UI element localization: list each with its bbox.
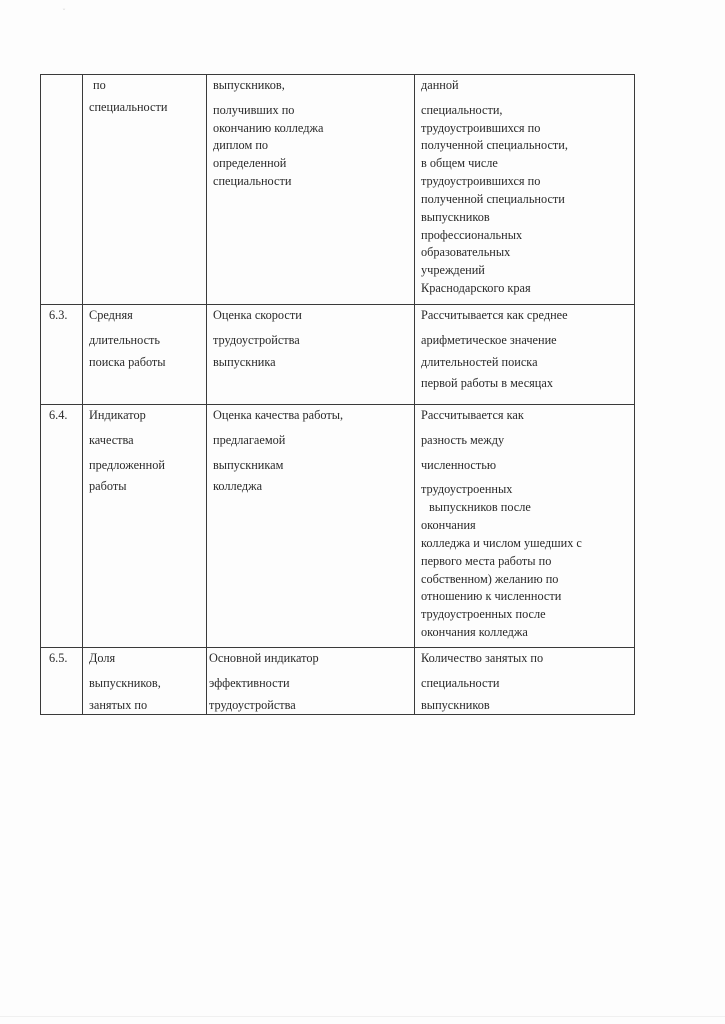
method-line: профессиональных — [421, 227, 523, 242]
method-line: окончания — [421, 518, 476, 533]
purpose-line: получивших по — [213, 102, 295, 117]
method-line: арифметическое значение — [421, 332, 557, 347]
indicator-name-cell — [83, 75, 207, 305]
indicator-method-cell — [415, 648, 635, 715]
method-line: трудоустроившихся по — [421, 174, 541, 189]
purpose-line: Основной индикатор — [209, 651, 319, 665]
table-row — [41, 648, 635, 715]
purpose-line: Оценка скорости — [213, 308, 302, 322]
method-line: собственном) желанию по — [421, 571, 559, 586]
name-line: занятых по — [89, 697, 148, 712]
method-line: трудоустроенных — [421, 482, 513, 497]
purpose-line: окончанию колледжа — [213, 120, 324, 135]
table-row — [41, 75, 635, 305]
purpose-line: диплом по — [213, 138, 269, 153]
indicator-name-cell — [83, 405, 207, 648]
row-number-cell: 6.5. — [41, 648, 83, 715]
indicator-method-cell — [415, 305, 635, 405]
method-line: специальности, — [421, 102, 503, 117]
method-line: учреждений — [421, 263, 485, 278]
scan-mark: ˇ — [62, 8, 66, 17]
row-number-cell: 6.3. — [41, 305, 83, 405]
method-line: длительностей поиска — [421, 354, 538, 369]
indicator-purpose-cell — [207, 405, 415, 648]
table-row — [41, 405, 635, 648]
purpose-line: выпускника — [213, 354, 276, 369]
indicator-purpose-cell — [207, 648, 415, 715]
table-row — [41, 305, 635, 405]
method-line: выпускников после — [429, 500, 531, 515]
method-line: Рассчитывается как среднее — [421, 308, 568, 322]
method-line: трудоустроенных после — [421, 607, 546, 622]
name-line: Доля — [89, 651, 116, 665]
name-line: качества — [89, 432, 134, 447]
method-line: Рассчитывается как — [421, 408, 524, 422]
name-line: Средняя — [89, 308, 133, 322]
method-line: в общем числе — [421, 156, 498, 171]
purpose-line: трудоустройства — [213, 332, 300, 347]
indicator-name-cell — [83, 305, 207, 405]
purpose-line: определенной — [213, 156, 287, 171]
row-number-cell: 6.4. — [41, 405, 83, 648]
method-line: выпускников — [421, 697, 490, 712]
method-line: первого места работы по — [421, 553, 552, 568]
method-line: трудоустроившихся по — [421, 120, 541, 135]
purpose-line: выпускникам — [213, 457, 284, 472]
indicator-purpose-cell — [207, 305, 415, 405]
indicator-name-cell — [83, 648, 207, 715]
row-number-cell — [41, 75, 83, 305]
name-line: Индикатор — [89, 408, 146, 422]
name-line: предложенной — [89, 457, 165, 472]
method-line: отношению к численности — [421, 589, 562, 604]
purpose-line: эффективности — [209, 675, 290, 690]
purpose-line: выпускников, — [213, 78, 285, 92]
name-line: работы — [89, 479, 127, 494]
method-line: Краснодарского края — [421, 281, 531, 296]
method-line: выпускников — [421, 209, 490, 224]
method-line: образовательных — [421, 245, 511, 260]
purpose-line: специальности — [213, 174, 292, 189]
purpose-line: предлагаемой — [213, 432, 286, 447]
indicators-table — [40, 74, 635, 715]
method-line: численностью — [421, 457, 497, 472]
name-line: специальности — [89, 99, 168, 114]
purpose-line: трудоустройства — [209, 697, 296, 712]
method-line: специальности — [421, 675, 500, 690]
method-line: Количество занятых по — [421, 651, 544, 665]
method-line: колледжа и числом ушедших с — [421, 535, 582, 550]
indicator-purpose-cell — [207, 75, 415, 305]
method-line: разность между — [421, 432, 505, 447]
scan-edge — [0, 1016, 725, 1017]
indicator-method-cell — [415, 75, 635, 305]
method-line: полученной специальности, — [421, 138, 568, 153]
method-line: полученной специальности — [421, 191, 565, 206]
name-line: по — [93, 78, 106, 92]
name-line: поиска работы — [89, 354, 166, 369]
method-line: окончания колледжа — [421, 625, 528, 640]
method-line: данной — [421, 78, 459, 92]
purpose-line: колледжа — [213, 479, 263, 494]
indicator-method-cell — [415, 405, 635, 648]
method-line: первой работы в месяцах — [421, 376, 553, 391]
name-line: выпускников, — [89, 675, 161, 690]
name-line: длительность — [89, 332, 161, 347]
purpose-line: Оценка качества работы, — [213, 408, 344, 422]
